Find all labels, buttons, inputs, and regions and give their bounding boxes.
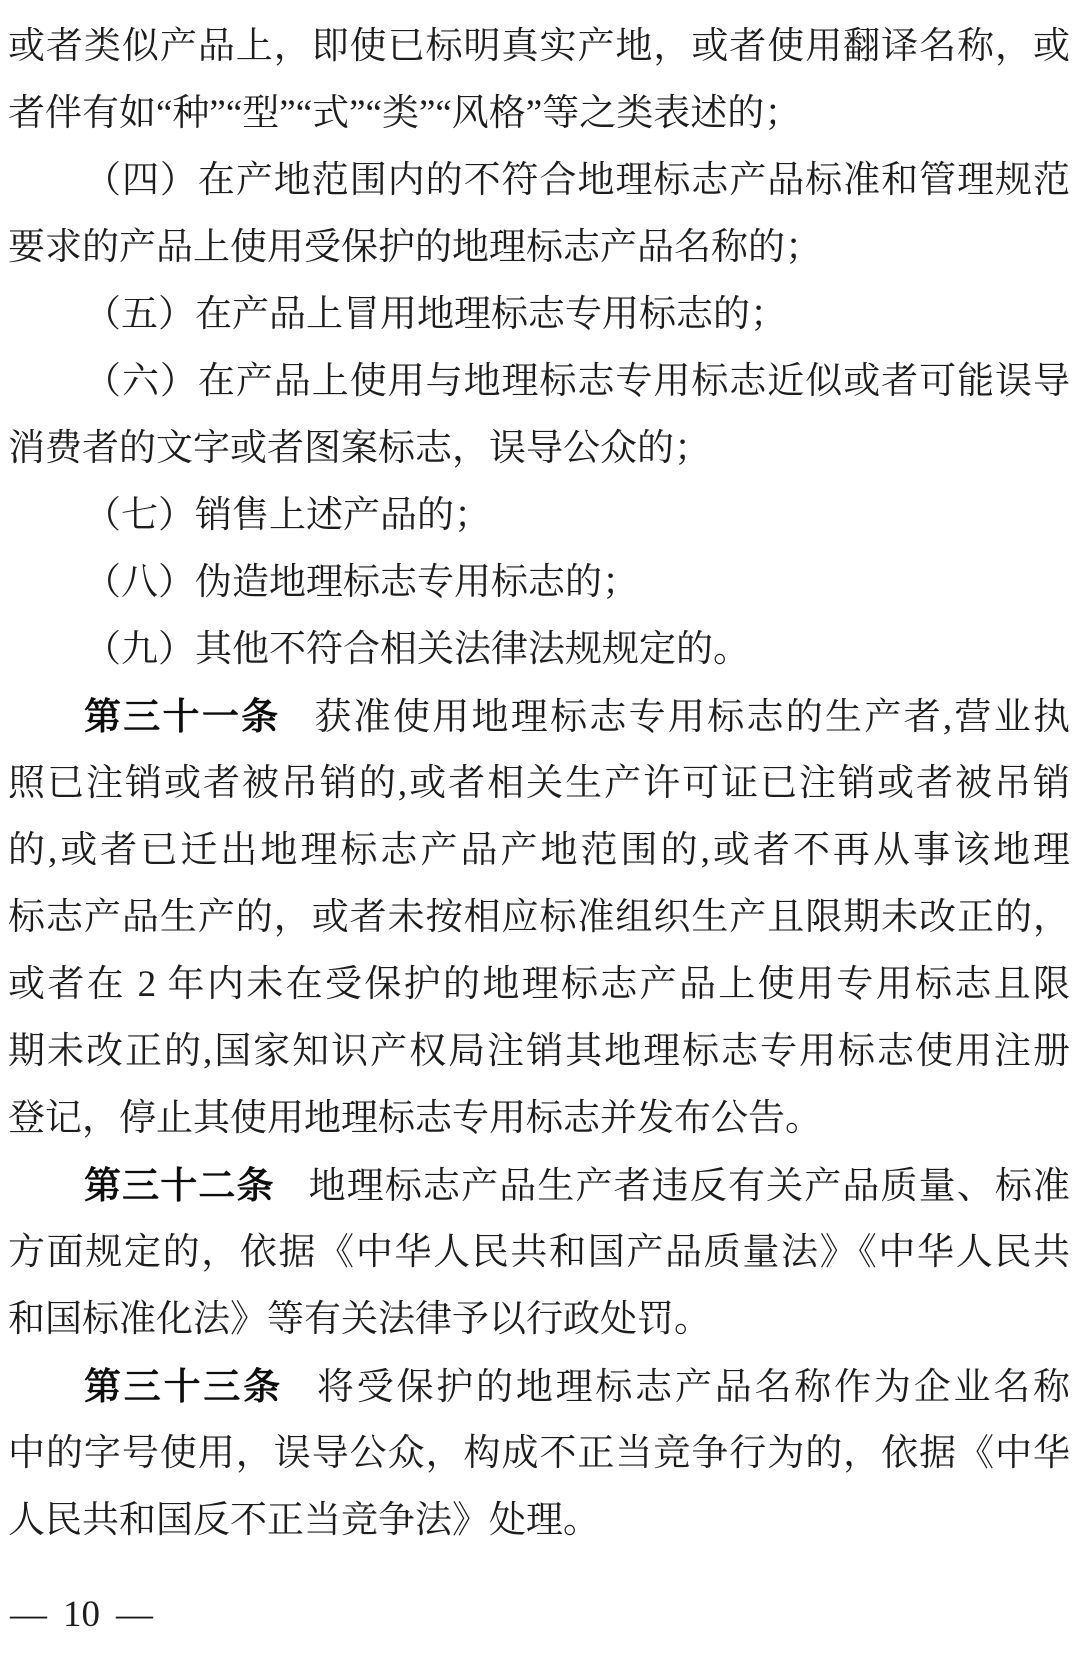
text-line (8, 214, 1070, 281)
line-text: 消费者的文字或者图案标志，误导公众的； (8, 428, 711, 469)
line-text: 人民共和国反不正当竞争法》处理。 (8, 1500, 600, 1541)
line-text: 要求的产品上使用受保护的地理标志产品名称的； (8, 227, 822, 268)
line-text: 的,或者已迁出地理标志产品产地范围的,或者不再从事该地理 (8, 830, 1070, 871)
text-line (8, 1286, 1070, 1353)
line-text: 或者在 2 年内未在受保护的地理标志产品上使用专用标志且限 (8, 964, 1070, 1005)
line-text: （八）伪造地理标志专用标志的； (84, 562, 639, 603)
line-text: （五）在产品上冒用地理标志专用标志的； (84, 294, 787, 335)
line-text: 照已注销或者被吊销的,或者相关生产许可证已注销或者被吊销 (8, 763, 1070, 804)
line-text: 将受保护的地理标志产品名称作为企业名称 (316, 1367, 1071, 1408)
text-line (8, 281, 1070, 348)
line-text: 期未改正的,国家知识产权局注销其地理标志专用标志使用注册 (8, 1031, 1070, 1072)
article-number: 第三十二条 (84, 1165, 275, 1206)
line-text: 获准使用地理标志专用标志的生产者,营业执 (314, 697, 1070, 738)
footer-dash-right: — (116, 1594, 153, 1635)
line-text: 者伴有如“种”“型”“式”“类”“风格”等之类表述的； (8, 93, 802, 134)
text-line (8, 482, 1070, 549)
line-text: （四）在产地范围内的不符合地理标志产品标准和管理规范 (84, 160, 1070, 201)
text-line (8, 13, 1070, 80)
line-text: 和国标准化法》等有关法律予以行政处罚。 (8, 1299, 711, 1340)
text-line (8, 884, 1070, 951)
text-line (8, 750, 1070, 817)
text-line (8, 147, 1070, 214)
line-text: （七）销售上述产品的； (84, 495, 491, 536)
article-number: 第三十一条 (84, 696, 281, 737)
text-line (8, 817, 1070, 884)
text-line (8, 1420, 1070, 1487)
line-text: （九）其他不符合相关法律法规规定的。 (84, 629, 750, 670)
document-body (8, 13, 1070, 1554)
text-line (8, 1018, 1070, 1085)
page-number: 10 (63, 1594, 100, 1635)
text-line (8, 951, 1070, 1018)
text-line (8, 1219, 1070, 1286)
text-line (8, 683, 1070, 750)
text-line (8, 1152, 1070, 1219)
page-footer (10, 1590, 153, 1640)
article-number: 第三十三条 (84, 1366, 283, 1407)
line-text: 登记，停止其使用地理标志专用标志并发布公告。 (8, 1098, 822, 1139)
line-text: （六）在产品上使用与地理标志专用标志近似或者可能误导 (84, 361, 1070, 402)
text-line (8, 616, 1070, 683)
text-line (8, 549, 1070, 616)
text-line (8, 1353, 1070, 1420)
line-text: 方面规定的，依据《中华人民共和国产品质量法》《中华人民共 (8, 1232, 1070, 1273)
line-text: 地理标志产品生产者违反有关产品质量、标准 (308, 1166, 1070, 1207)
footer-dash-left: — (10, 1594, 47, 1635)
text-line (8, 1487, 1070, 1554)
text-line (8, 80, 1070, 147)
line-text: 中的字号使用，误导公众，构成不正当竞争行为的，依据《中华 (8, 1433, 1070, 1474)
text-line (8, 348, 1070, 415)
line-text: 标志产品生产的，或者未按相应标准组织生产且限期未改正的， (8, 897, 1070, 938)
line-text: 或者类似产品上，即使已标明真实产地，或者使用翻译名称，或 (8, 26, 1070, 67)
text-line (8, 415, 1070, 482)
text-line (8, 1085, 1070, 1152)
